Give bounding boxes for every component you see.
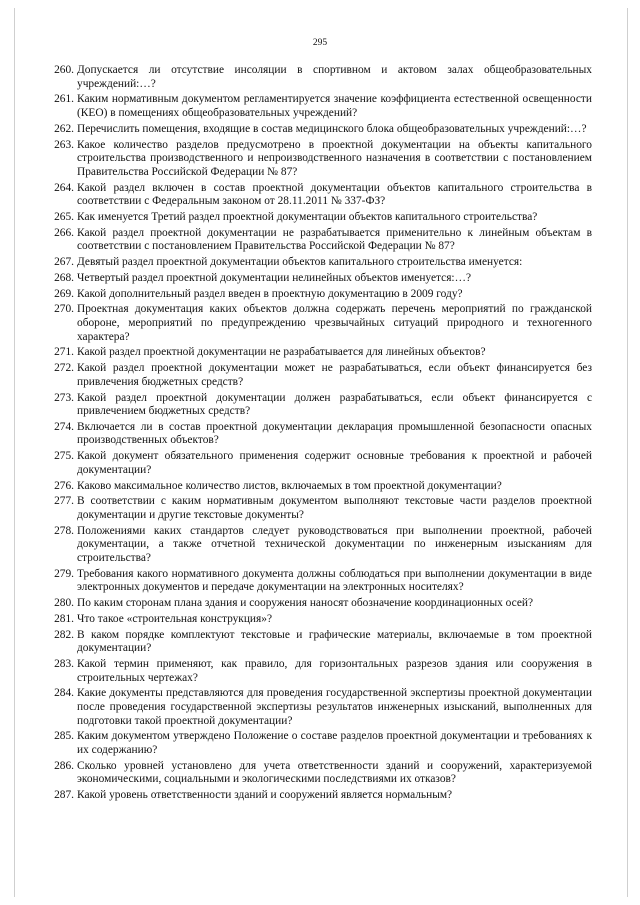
question-item: [40, 139, 592, 180]
question-item: [40, 730, 592, 757]
question-number: 270.: [54, 303, 74, 316]
question-number: 283.: [54, 658, 74, 671]
question-text: Положениями каких стандартов следует руководствоваться при выполнении проектной, рабочей документации, а также отчетной технической документации по инженерным изысканиям для строительства?: [77, 524, 592, 564]
question-list: [40, 64, 592, 805]
question-text: Какой уровень ответственности зданий и сооружений является нормальным?: [77, 789, 453, 802]
question-number: 271.: [54, 346, 74, 359]
question-text: Какие документы представляются для проведения государственной экспертизы проектной документации после проведения государственной экспертизы результатов инженерных изысканий, выполненных для подготовки такой проектной документации?: [77, 687, 592, 727]
question-item: [40, 64, 592, 91]
question-item: [40, 303, 592, 344]
question-text: Девятый раздел проектной документации объектов капитального строительства именуется:: [77, 256, 523, 269]
question-text: Какой раздел проектной документации может не разрабатываться, если объект финансируется без привлечения бюджетных средств?: [77, 362, 592, 388]
question-number: 263.: [54, 138, 74, 151]
question-text: Как именуется Третий раздел проектной документации объектов капитального строительства?: [77, 210, 538, 223]
question-number: 260.: [54, 64, 74, 76]
question-text: Четвертый раздел проектной документации нелинейных объектов именуется:…?: [77, 271, 472, 284]
question-item: [40, 450, 592, 477]
question-text: Каким нормативным документом регламентируется значение коэффициента естественной освещенности (КЕО) в помещениях общеобразовательных учреждений?: [77, 93, 592, 119]
question-item: [40, 392, 592, 419]
question-number: 284.: [54, 687, 74, 700]
question-number: 264.: [54, 181, 74, 194]
question-item: [40, 687, 592, 728]
question-number: 274.: [54, 420, 74, 433]
question-text: Проектная документация каких объектов должна содержать перечень мероприятий по гражданской обороне, мероприятий по предупреждению чрезвычайных ситуаций природного и техногенного характера?: [77, 303, 592, 343]
question-number: 280.: [54, 597, 74, 610]
question-number: 262.: [54, 122, 74, 135]
question-item: [40, 629, 592, 656]
question-number: 265.: [54, 210, 74, 223]
question-text: Включается ли в состав проектной документации декларация промышленной безопасности опасных производственных объектов?: [77, 420, 592, 447]
question-text: По каким сторонам плана здания и сооружения наносят обозначение координационных осей?: [77, 597, 534, 610]
question-text: Перечислить помещения, входящие в состав медицинского блока общеобразовательных учреждений:…?: [77, 122, 587, 135]
question-text: Какой документ обязательного применения содержит основные требования к проектной и рабочей документации?: [77, 450, 592, 476]
question-item: [40, 613, 592, 627]
question-item: [40, 93, 592, 120]
question-text: Какой термин применяют, как правило, для горизонтальных разрезов здания или сооружения в строительных чертежах?: [77, 658, 592, 684]
question-text: Какой раздел проектной документации должен разрабатываться, если объект финансируется с привлечением бюджетных средств?: [77, 391, 592, 418]
question-item: [40, 272, 592, 286]
question-number: 287.: [54, 789, 74, 802]
question-item: [40, 568, 592, 595]
question-text: Какой дополнительный раздел введен в проектную документацию в 2009 году?: [77, 287, 463, 300]
question-number: 276.: [54, 479, 74, 492]
question-number: 268.: [54, 271, 74, 284]
question-number: 285.: [54, 730, 74, 743]
question-number: 277.: [54, 495, 74, 508]
question-text: Сколько уровней установлено для учета ответственности зданий и сооружений, характеризуемой экономическими, социальными и экологическими последствиями их отказов?: [77, 759, 592, 786]
question-item: [40, 495, 592, 522]
question-number: 282.: [54, 628, 74, 641]
scan-edge-right: [627, 8, 628, 897]
question-item: [40, 182, 592, 209]
question-number: 281.: [54, 612, 74, 625]
question-text: Какой раздел включен в состав проектной документации объектов капитального строительства в соответствии с Федеральным законом от 28.11.2011 № 337-ФЗ?: [77, 181, 592, 208]
question-text: Каково максимальное количество листов, включаемых в том проектной документации?: [77, 479, 502, 492]
question-item: [40, 123, 592, 137]
question-item: [40, 658, 592, 685]
question-item: [40, 256, 592, 270]
question-item: [40, 525, 592, 566]
question-item: [40, 288, 592, 302]
question-item: [40, 346, 592, 360]
question-text: В соответствии с каким нормативным документом выполняют текстовые части разделов проектной документации и другие текстовые документы?: [77, 495, 592, 521]
question-item: [40, 227, 592, 254]
question-item: [40, 362, 592, 389]
page-number: 295: [312, 38, 328, 48]
question-item: [40, 760, 592, 787]
question-number: 275.: [54, 450, 74, 463]
question-number: 286.: [54, 759, 74, 772]
question-item: [40, 421, 592, 448]
question-number: 267.: [54, 256, 74, 269]
scan-edge-left: [14, 8, 15, 897]
question-text: Что такое «строительная конструкция»?: [77, 612, 273, 625]
question-text: Какой раздел проектной документации не разрабатывается применительно к линейным объектам в соответствии с постановлением Правительства Российской Федерации № 87?: [77, 226, 592, 253]
question-number: 272.: [54, 362, 74, 375]
question-number: 266.: [54, 226, 74, 239]
question-text: Какое количество разделов предусмотрено в проектной документации на объекты капитального строительства производственного и непроизводственного назначения в соответствии с постановлением Правительства Российской Федерации № 87?: [77, 138, 592, 178]
question-item: [40, 789, 592, 803]
question-text: Каким документом утверждено Положение о составе разделов проектной документации и требованиях к их содержанию?: [77, 730, 592, 756]
question-number: 273.: [54, 391, 74, 404]
question-text: Допускается ли отсутствие инсоляции в спортивном и актовом залах общеобразовательных учреждений:…?: [77, 64, 592, 90]
question-number: 261.: [54, 93, 74, 106]
question-item: [40, 597, 592, 611]
question-number: 269.: [54, 287, 74, 300]
question-text: В каком порядке комплектуют текстовые и графические материалы, включаемые в том проектной документации?: [77, 628, 592, 655]
question-item: [40, 480, 592, 494]
question-text: Какой раздел проектной документации не разрабатывается для линейных объектов?: [77, 346, 486, 359]
question-number: 279.: [54, 567, 74, 580]
question-text: Требования какого нормативного документа должны соблюдаться при выполнении документации в виде электронных документов и передаче документации на электронных носителях?: [77, 567, 592, 594]
question-item: [40, 211, 592, 225]
question-number: 278.: [54, 524, 74, 537]
